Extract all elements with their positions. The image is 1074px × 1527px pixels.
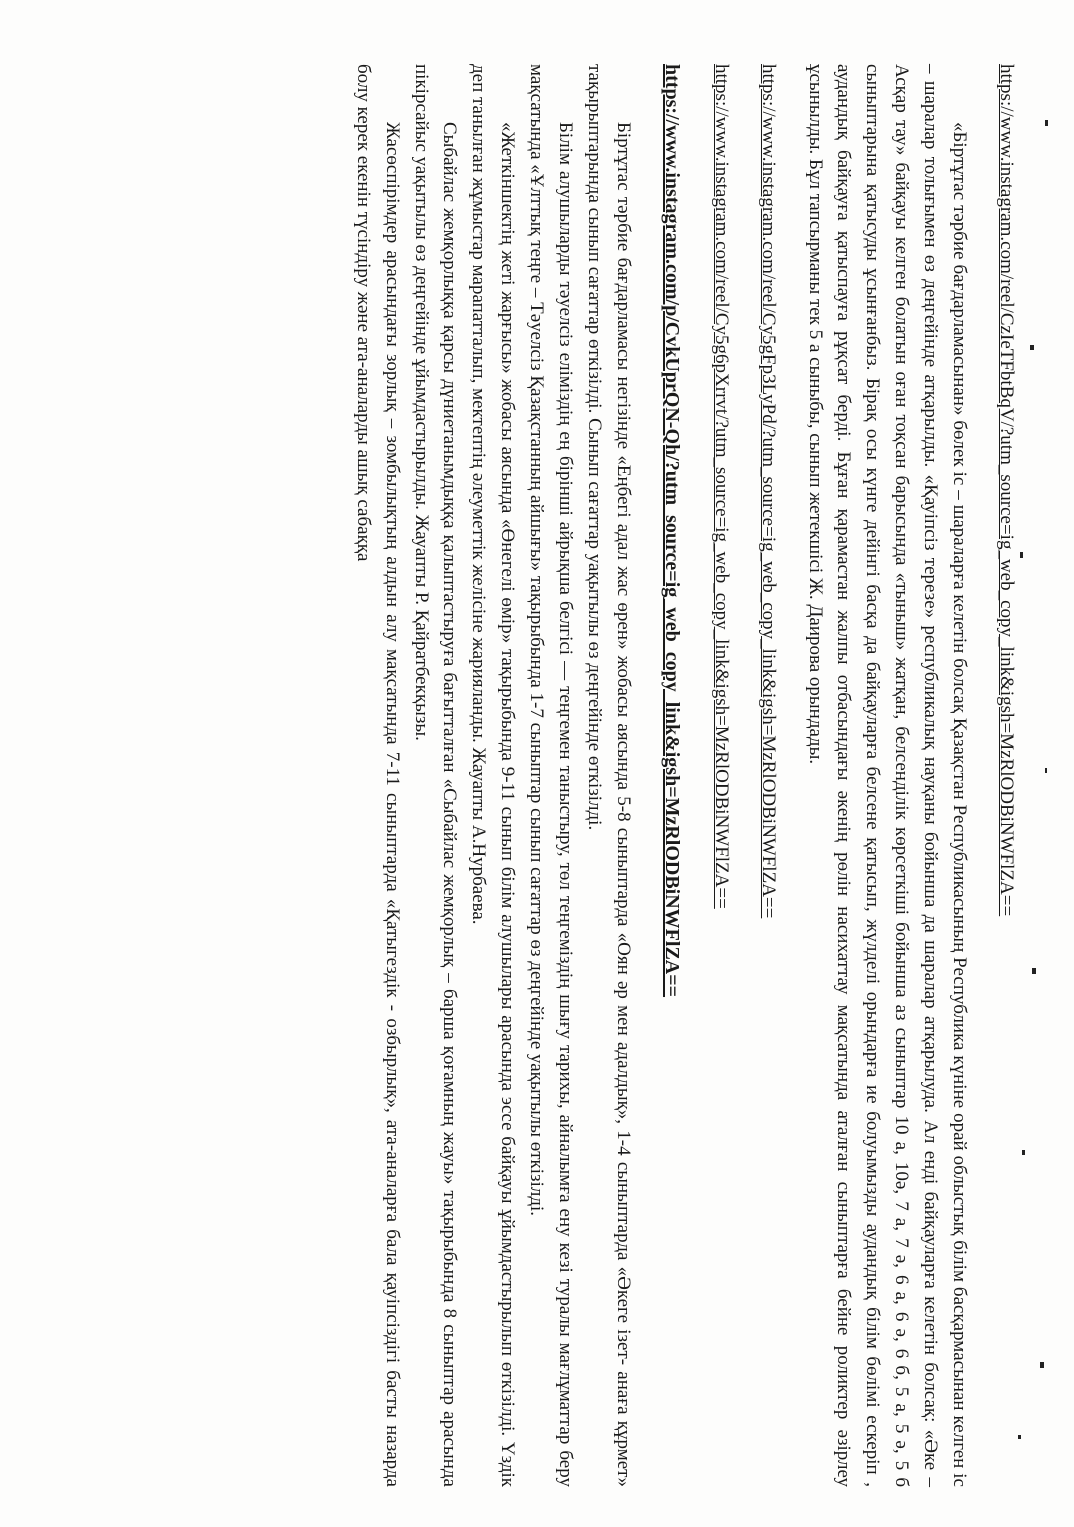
instagram-link-2[interactable]: https://www.instagram.com/reel/Cy5gFp3LyPd/?utm_source=ig_web_copy_link&igsh=MzRlODBiNWFlZA== bbox=[757, 64, 779, 919]
paragraph-anti-violence: Жасөспірімдер арасындағы зорлық – зомбылықтың алдын алу мақсатында 7-11 сыныптарда «Қатыгездік - озбырлық», ата-аналарға бала қауіпсіздігі басты назарда болу керек екенін түсіндіру және ата-аналарды ашық сабаққа bbox=[352, 64, 403, 1487]
instagram-link-4[interactable]: https://www.instagram.com/p/CvkUprQN-Qh/?utm_source=ig_web_copy_link&igsh=MzRlODBiNWFlZA== bbox=[660, 64, 683, 998]
paragraph-republic-day: «Біртұтас тәрбие бағдарламасынан» бөлек іс – шараларға келетін болсақ Қазақстан Республикасының Республика күніне орай облыстық білім басқармасынан келген іс – шаралар толығымен өз деңгейінде атқарылды. «Қауіпсіз терезе» республикалық науқаны бойынша да шаралар атқарылуда. Ал енді байқауларға келетін болсақ: «Әке – Асқар тау» байқауы келген болатын оған тоқсан барысында «тыныш» жатқан, белсенділік көрсеткіші бойынша аз сыныптар 10 а, 10ә, 7 а, 7 ә, 6 а, 6 ә, 6 б, 5 а, 5 ә, 5 б сыныптарына қатысуды ұсынғанбыз. Бірақ осы күнге дейінгі басқа да байқауларға белсене қатысып, жүлделі орындарға ие болуымызды аудандық білім бөлімі ескеріп , аудандық байқауға қатыспауға рұқсат берді. Бұған қарамастан жалпы отбасындағы әкенің рөлін насихаттау мақсатында аталған сыныптарға бейне роликтер әзірлеу ұсынылды. Бұл тапсырманы тек 5 а сыныбы, сынып жетекшісі Ж. Даирова орындады. bbox=[804, 64, 971, 1487]
paragraph-national-currency: Білім алушыларды тәуелсіз еліміздің ең бірінші айрықша белгісі — теңгемен таныстыру, төл теңгеміздің шығу тарихы, айналымға ену кезі туралы мағлұматтар беру мақсатында «Ұлттық теңге – Тәуелсіз Қазақстанның айшығы» тақырыбында 1-7 сыныптар сынып сағаттар өз деңгейінде уақытылы өткізілді. bbox=[526, 64, 577, 1487]
paragraph-essay-contest: «Жеткіншектің жеті жарғысы» жобасы аясында «Өнегелі өмір» тақырыбында 9-11 сынып білім алушылары арасында эссе байқауы ұйымдастырылып өткізілді. Үздік деп танылған жұмыстар марапатталып, мектептің әлеуметтік желісіне жарияланды. Жауапты А.Нурбаева. bbox=[468, 64, 519, 1487]
paragraph-anti-corruption: Сыбайлас жемқорлыққа қарсы дүниетанымдыққа қалыптастыруға бағытталған «Сыбайлас жемқорлық – барша қоғамның жауы» тақырыбында 8 сыныптар арасында пікірсайыс уақытылы өз деңгейінде ұйымдастырылды. Жауапты Р. Қайратбекқызы. bbox=[410, 64, 461, 1487]
paragraph-honest-youth: Біртұтас тәрбие бағдарламасы негізінде «Еңбегі адал жас өрен» жобасы аясында 5-8 сыныптарда «Оян әр мен адалдық», 1-4 сыныптарда «Әкеге ізет- анаға құрмет» тақырыптарында сынып сағаттар өткізілді. Сынып сағаттар уақытылы өз деңгейінде өткізілді. bbox=[584, 64, 634, 1487]
instagram-link-1[interactable]: https://www.instagram.com/reel/CzIeTFbtBqV/?utm_source=ig_web_copy_link&igsh=MzRlODBiNWFlZA== bbox=[996, 64, 1017, 917]
instagram-link-3[interactable]: https://www.instagram.com/reel/Cy5g6pXrrvt/?utm_source=ig_web_copy_link&igsh=MzRlODBiNWFlZA== bbox=[710, 64, 732, 909]
